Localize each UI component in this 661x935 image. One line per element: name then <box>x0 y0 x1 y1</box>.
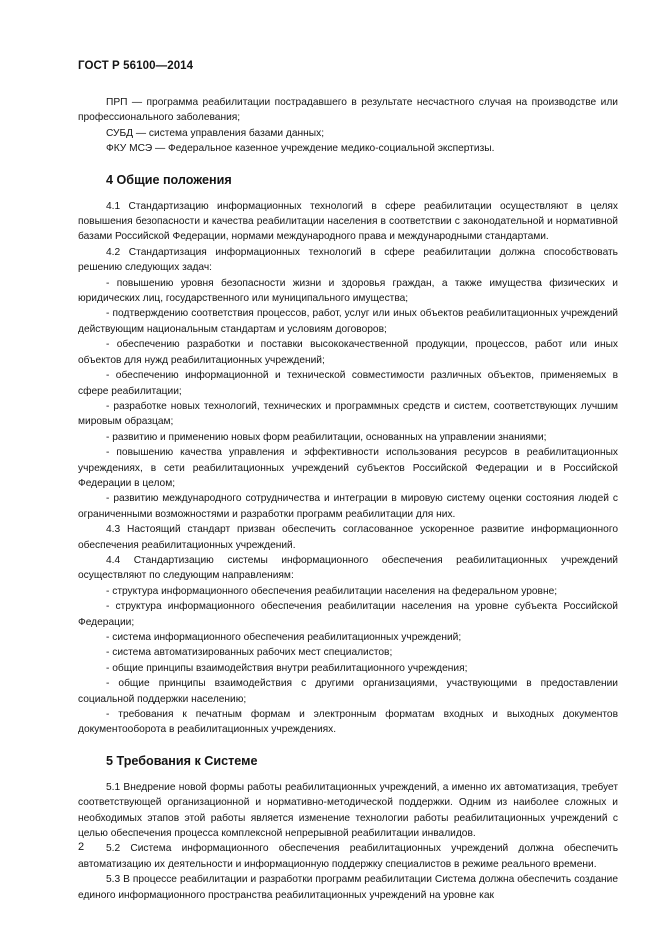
section-4-list-item: - требования к печатным формам и электронным форматам входных и выходных документов документооборота в реабилитационных учреждениях. <box>78 709 618 736</box>
section-4-list-item: - система информационного обеспечения реабилитационных учреждений; <box>106 632 462 643</box>
section-4-list-item: - повышению качества управления и эффективности использования ресурсов в реабилитационных учреждениях, в сети реабилитационных учреждений субъектов Российской Федерации и в Российской Федерации в целом; <box>78 447 618 489</box>
abbreviation-item: СУБД — система управления базами данных; <box>106 127 325 139</box>
section-5-title: 5 Требования к Системе <box>106 753 258 768</box>
section-4-paragraph: 4.4 Стандартизацию системы информационного обеспечения реабилитационных учреждений осуществляют по следующим направлениям: <box>78 554 618 582</box>
section-4-list-item: - обеспечению разработки и поставки высококачественной продукции, процессов, работ или иных объектов для нужд реабилитационных учреждений; <box>78 339 618 366</box>
document-header: ГОСТ Р 56100—2014 <box>78 60 194 72</box>
section-4-paragraph: 4.2 Стандартизация информационных технологий в сфере реабилитации должна способствовать решению следующих задач: <box>78 246 618 274</box>
section-5-paragraph: 5.1 Внедрение новой формы работы реабилитационных учреждений, а именно их автоматизация, требует соответствующей организационной и нормативно-методической поддержки. Одним из наиболее сложных и необходимых этапов этой работы является изменение технологии работы реабилитационных учреждений с целью обеспечения процесса комплексной непрерывной реабилитации инвалидов. <box>78 781 618 840</box>
section-5-paragraph: 5.3 В процессе реабилитации и разработки программ реабилитации Система должна обеспечить создание единого информационного пространства реабилитационных учреждений на уровне как <box>78 874 618 901</box>
abbreviation-item: ФКУ МСЭ — Федеральное казенное учреждение медико-социальной экспертизы. <box>106 143 495 155</box>
section-4-list-item: - подтверждению соответствия процессов, работ, услуг или иных объектов реабилитационных учреждений действующим национальным стандартам и условиям договоров; <box>78 308 618 335</box>
section-4-list-item: - общие принципы взаимодействия внутри реабилитационного учреждения; <box>106 662 468 674</box>
section-5-paragraph: 5.2 Система информационного обеспечения реабилитационных учреждений должна обеспечить автоматизацию их деятельности и информационную поддержку специалистов в режиме реального времени. <box>78 843 618 870</box>
section-4-list-item: - система автоматизированных рабочих мест специалистов; <box>106 647 393 659</box>
section-4-list-item: - повышению уровня безопасности жизни и здоровья граждан, а также имущества физических и юридических лиц, государственного или муниципального имущества; <box>78 277 618 305</box>
section-4-list-item: - структура информационного обеспечения реабилитации населения на уровне субъекта Российской Федерации; <box>78 601 618 628</box>
document-body <box>78 95 618 903</box>
section-4-list-item: - развитию и применению новых форм реабилитации, основанных на управлении знаниями; <box>106 431 547 443</box>
section-4-list-item: - структура информационного обеспечения реабилитации населения на федеральном уровне; <box>106 585 558 597</box>
section-4-paragraph: 4.1 Стандартизацию информационных технологий в сфере реабилитации осуществляют в целях повышения безопасности и качества реабилитации населения в соответствии с законодательной и нормативной базами Российской Федерации, нормами международного права и международными стандартами. <box>78 200 618 243</box>
section-4-list-item: - общие принципы взаимодействия с другими организациями, участвующими в предоставлении социальной поддержки населению; <box>78 678 618 705</box>
section-4-list-item: - разработке новых технологий, технических и программных средств и систем, соответствующих лучшим мировым образцам; <box>78 400 618 428</box>
section-4-list-item: - развитию международного сотрудничества и интеграции в мировую систему оценки состояния людей с ограниченными возможностями и разработки программ реабилитации для них. <box>78 493 618 520</box>
abbreviation-item: ПРП — программа реабилитации пострадавшего в результате несчастного случая на производстве или профессионального заболевания; <box>78 97 618 124</box>
section-4-title: 4 Общие положения <box>106 172 232 187</box>
section-4-list-item: - обеспечению информационной и технической совместимости различных объектов, применяемых в сфере реабилитации; <box>78 370 618 397</box>
page-number: 2 <box>78 841 85 853</box>
section-4-paragraph: 4.3 Настоящий стандарт призван обеспечить согласованное ускоренное развитие информационного обеспечения реабилитационных учреждений. <box>78 524 618 551</box>
